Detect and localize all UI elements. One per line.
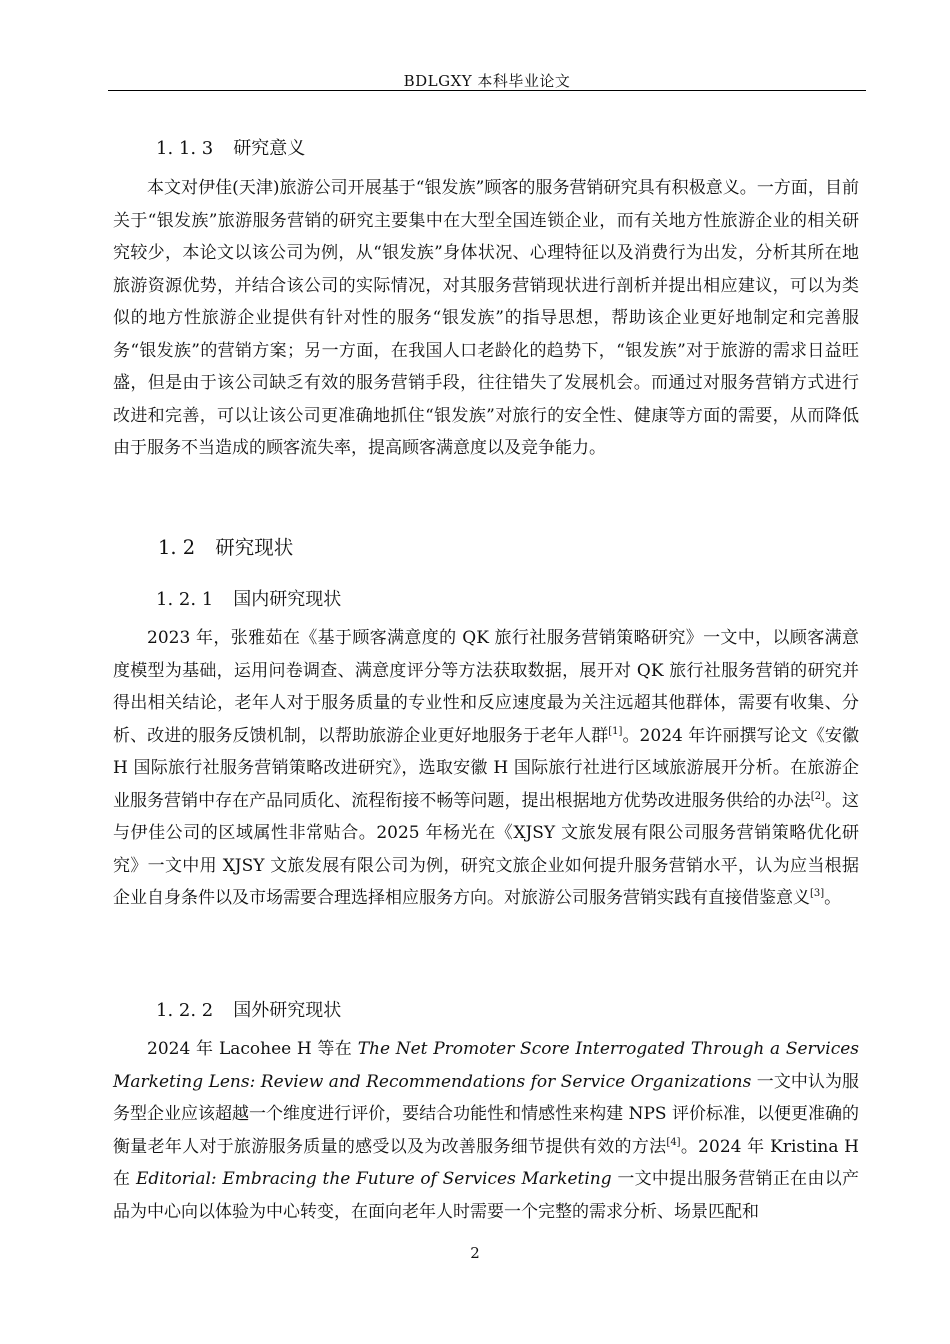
citation-2: [2] [810, 790, 825, 802]
section-title: 研究现状 [215, 536, 294, 559]
section-title: 研究意义 [233, 138, 306, 159]
paragraph-domestic-research [113, 622, 859, 915]
section-heading-1-1-3 [156, 134, 305, 160]
paragraph-text: 一文中提出服务营销正在由以产品为中心向以体验为中心转变，在面向老年人时需要一个完整的需求分析、场景匹配和 [113, 1169, 860, 1222]
section-number: 1. 1. 3 [156, 138, 214, 159]
header-rule [108, 90, 866, 91]
citation-1: [1] [608, 725, 623, 737]
section-number: 1. 2 [158, 536, 196, 559]
citation-3: [3] [810, 888, 825, 899]
section-title: 国内研究现状 [233, 589, 342, 610]
cited-work-title: The Net Promoter Score Interrogated Through a Services Marketing Lens: Review and Recommendations for Service Organizations [113, 1039, 859, 1092]
section-heading-1-2 [158, 532, 293, 560]
paragraph-text: 。2024 年许丽撰写论文《安徽 H 国际旅行社服务营销策略改进研究》，选取安徽 H 国际旅行社进行区域旅游展开分析。在旅游企业服务营销中存在产品同质化、流程衔接不畅等问题，提出根据地方优势改进服务供给的办法 [113, 725, 859, 811]
paragraph-text: 。 [824, 888, 842, 908]
cited-work-title: Editorial: Embracing the Future of Services Marketing [135, 1169, 612, 1189]
section-heading-1-2-1 [156, 585, 341, 611]
page-number: 2 [470, 1244, 480, 1262]
paragraph-text: 2023 年，张雅茹在《基于顾客满意度的 QK 旅行社服务营销策略研究》一文中，以顾客满意度模型为基础，运用问卷调查、满意度评分等方法获取数据，展开对 QK 旅行社服务营销的研究并得出相关结论，老年人对于服务质量的专业性和反应速度最为关注远超其他群体，需要有收集、分析、改进的服务反馈机制，以帮助旅游企业更好地服务于老年人群 [113, 628, 859, 746]
paragraph-text: 一文中认为服务型企业应该超越一个维度进行评价，要结合功能性和情感性来构建 NPS 评价标准，以便更准确的衡量老年人对于旅游服务质量的感受以及为改善服务细节提供有效的方法 [113, 1071, 859, 1157]
section-number: 1. 2. 2 [156, 1000, 214, 1021]
paragraph-text: 。这与伊佳公司的区域属性非常贴合。2025 年杨光在《XJSY 文旅发展有限公司服务营销策略优化研究》一文中用 XJSY 文旅发展有限公司为例，研究文旅企业如何提升服务营销水平，认为应当根据企业自身条件以及市场需要合理选择相应服务方向。对旅游公司服务营销实践有直接借鉴意义 [113, 790, 860, 908]
section-number: 1. 2. 1 [156, 589, 214, 610]
citation-4: [4] [666, 1136, 681, 1148]
section-heading-1-2-2 [156, 996, 341, 1022]
section-title: 国外研究现状 [233, 1000, 342, 1021]
running-header: BDLGXY 本科毕业论文 [403, 72, 571, 90]
paragraph-text: 。2024 年 Kristina H 在 [113, 1136, 860, 1189]
paragraph-text: 2024 年 Lacohee H 等在 [147, 1039, 358, 1059]
paragraph-foreign-research [113, 1033, 859, 1228]
paragraph-research-significance: 本文对伊佳(天津)旅游公司开展基于“银发族”顾客的服务营销研究具有积极意义。一方面，目前关于“银发族”旅游服务营销的研究主要集中在大型全国连锁企业，而有关地方性旅游企业的相关研究较少，本论文以该公司为例，从“银发族”身体状况、心理特征以及消费行为出发，分析其所在地旅游资源优势，并结合该公司的实际情况，对其服务营销现状进行剖析并提出相应建议，可以为类似的地方性旅游企业提供有针对性的服务“银发族”的指导思想，帮助该企业更好地制定和完善服务“银发族”的营销方案；另一方面，在我国人口老龄化的趋势下，“银发族”对于旅游的需求日益旺盛，但是由于该公司缺乏有效的服务营销手段，往往错失了发展机会。而通过对服务营销方式进行改进和完善，可以让该公司更准确地抓住“银发族”对旅行的安全性、健康等方面的需要，从而降低由于服务不当造成的顾客流失率，提高顾客满意度以及竞争能力。 [113, 178, 859, 458]
